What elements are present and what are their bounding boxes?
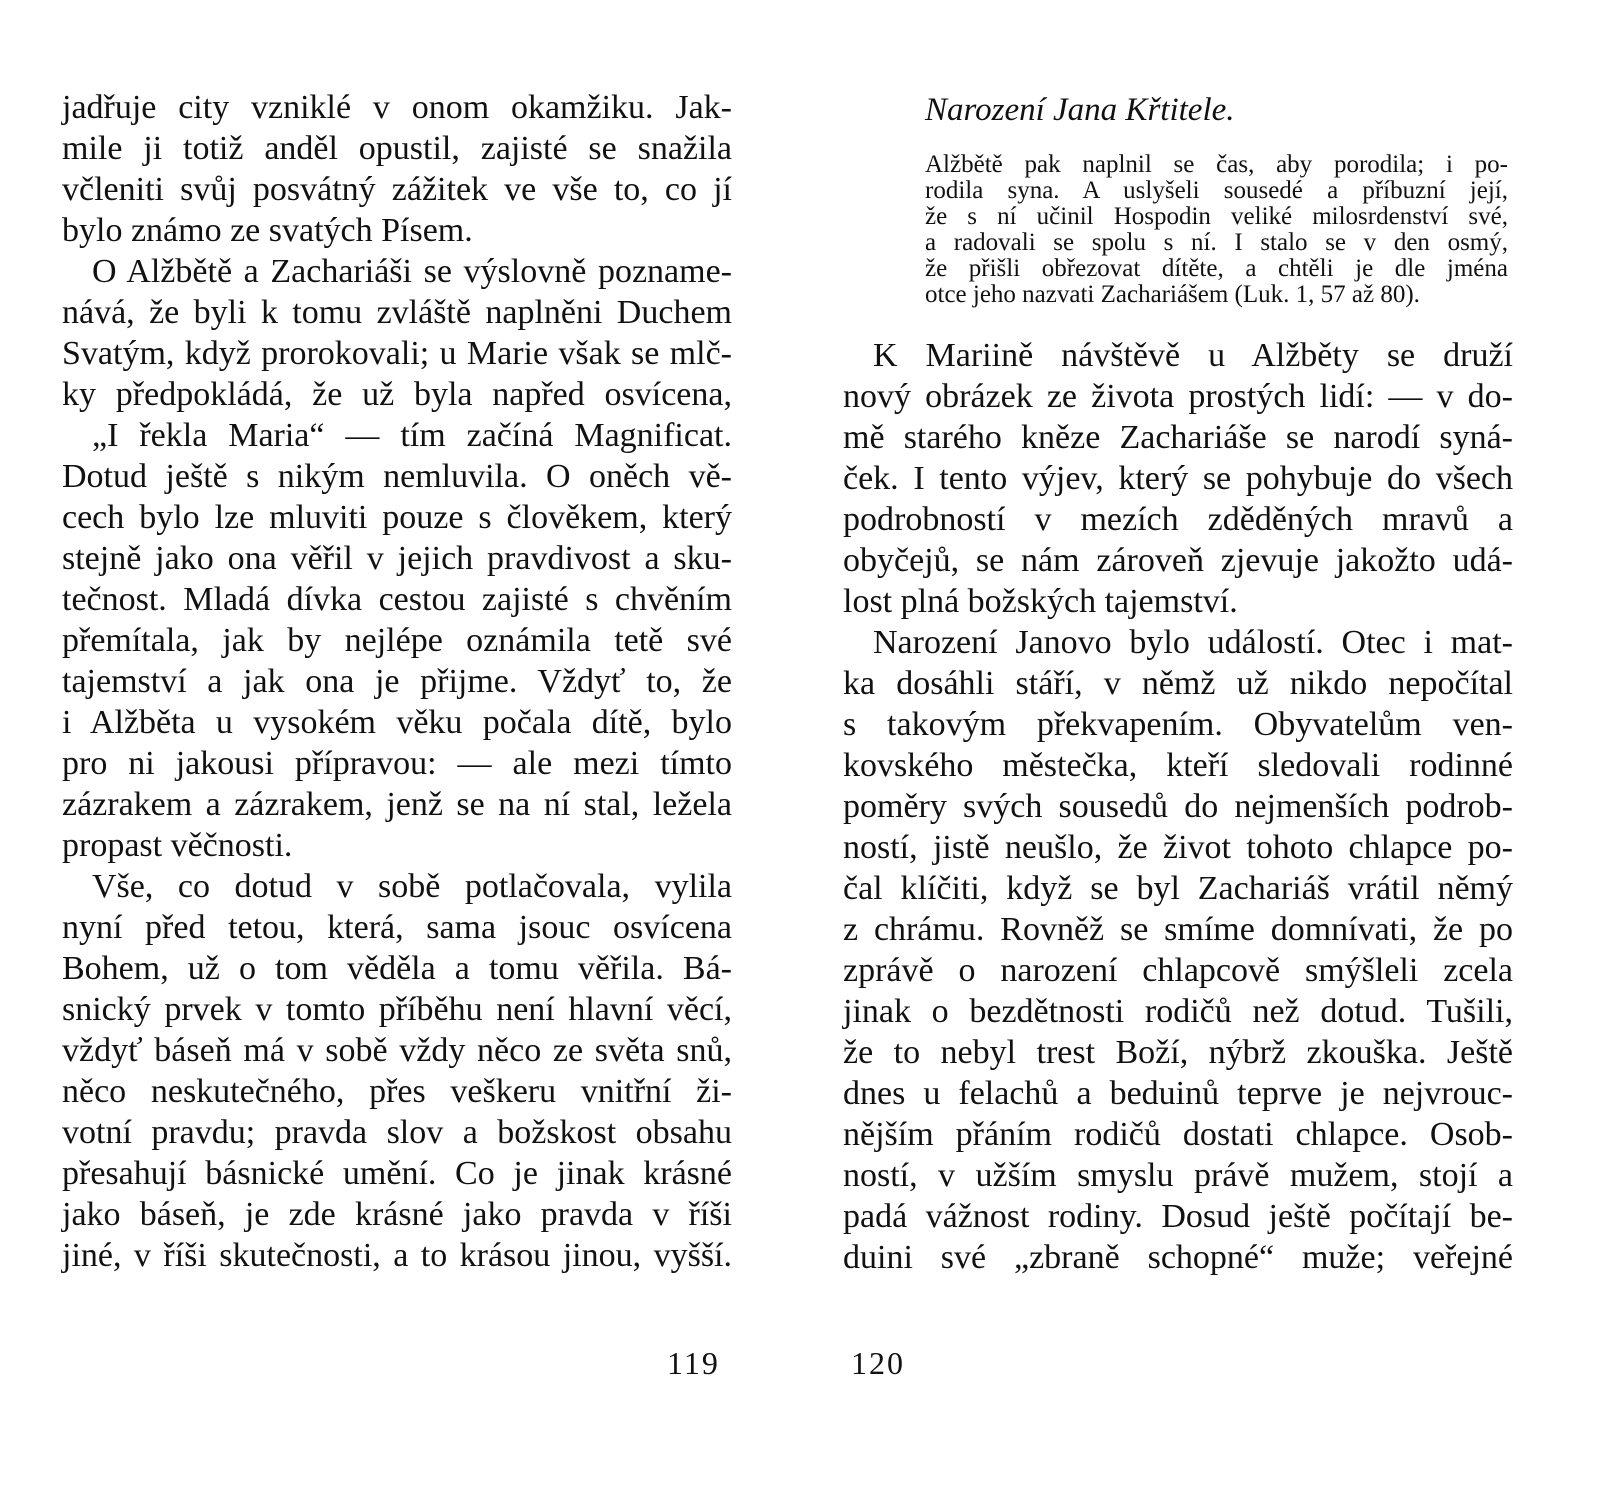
text-line: zprávě o narození chlapcově smýšleli zcela [843,952,1513,989]
text-line: Bohem, už o tom věděla a tomu věřila. Bá- [62,950,732,987]
scripture-quote-line: rodila syna. A uslyšeli sousedé a příbuzní její, [925,177,1508,204]
text-line: tečnost. Mladá dívka cestou zajisté s chvěním [62,581,732,618]
text-line: cech bylo lze mluviti pouze s člověkem, který [62,499,732,536]
text-line: „I řekla Maria“ — tím začíná Magnificat. [92,417,732,454]
page-number-right: 120 [851,1345,905,1381]
text-line: propast věčnosti. [62,827,293,864]
text-line: obyčejů, se nám zároveň zjevuje jakožto udá- [843,542,1513,579]
scripture-quote-line: a radovali se spolu s ní. I stalo se v den osmý, [925,229,1508,256]
text-line: jadřuje city vzniklé v onom okamžiku. Jak- [62,89,732,126]
text-line: lost plná božských tajemství. [843,583,1238,620]
text-line: včleniti svůj posvátný zážitek ve vše to, co jí [62,171,732,208]
text-line: Dotud ještě s nikým nemluvila. O oněch vě- [62,458,732,495]
text-line: něco neskutečného, přes veškeru vnitřní ži- [62,1073,732,1110]
text-line: s takovým překvapením. Obyvatelům ven- [843,706,1513,743]
text-line: ček. I tento výjev, který se pohybuje do všech [843,460,1513,497]
text-line: ka dosáhli stáří, v němž už nikdo nepočítal [843,665,1513,702]
text-line: duini své „zbraně schopné“ muže; veřejné [843,1239,1513,1276]
text-line: snický prvek v tomto příběhu není hlavní věcí, [62,991,732,1028]
text-line: zázrakem a zázrakem, jenž se na ní stal, ležela [62,786,732,823]
text-line: bylo známo ze svatých Písem. [62,212,473,249]
text-line: kovského městečka, kteří sledovali rodinné [843,747,1513,784]
text-line: Svatým, když prorokovali; u Marie však se mlč- [62,335,732,372]
text-line: nějším přáním rodičů dostati chlapce. Osob- [843,1116,1513,1153]
text-line: votní pravdu; pravda slov a božskost obsahu [62,1114,732,1151]
text-line: tajemství a jak ona je přijme. Vždyť to, že [62,663,732,700]
text-line: že to nebyl trest Boží, nýbrž zkouška. Ještě [843,1034,1513,1071]
text-line: přemítala, jak by nejlépe oznámila tetě své [62,622,732,659]
text-line: ností, jistě neušlo, že život tohoto chlapce po- [843,829,1513,866]
scripture-quote-line: Alžbětě pak naplnil se čas, aby porodila; i po- [925,151,1508,178]
text-line: podrobností v mezích zděděných mravů a [843,501,1513,538]
text-line: mě starého kněze Zachariáše se narodí syná- [843,419,1513,456]
scripture-quote-line: že přišli obřezovat dítěte, a chtěli je dle jména [925,255,1508,282]
text-line: vždyť báseň má v sobě vždy něco ze světa snů, [62,1032,732,1069]
text-line: z chrámu. Rovněž se smíme domnívati, že po [843,911,1513,948]
text-line: Vše, co dotud v sobě potlačovala, vylila [92,868,732,905]
text-line: přesahují básnické umění. Co je jinak krásné [62,1155,732,1192]
text-line: ky předpokládá, že už byla napřed osvícena, [62,376,732,413]
scripture-quote-line: že s ní učinil Hospodin veliké milosrdenství své, [925,203,1508,230]
text-line: poměry svých sousedů do nejmenších podrob- [843,788,1513,825]
text-line: nový obrázek ze života prostých lidí: — v do- [843,378,1513,415]
scripture-quote-line: otce jeho nazvati Zachariášem (Luk. 1, 57 až 80). [925,281,1420,308]
text-line: jako báseň, je zde krásné jako pravda v říši [62,1196,732,1233]
text-line: i Alžběta u vysokém věku počala dítě, bylo [62,704,732,741]
text-line: dnes u felachů a beduinů teprve je nejvrouc- [843,1075,1513,1112]
page-number-left: 119 [667,1345,720,1381]
text-line: mile ji totiž anděl opustil, zajisté se snažila [62,130,732,167]
text-line: K Mariině návštěvě u Alžběty se druží [873,337,1513,374]
text-line: jiné, v říši skutečnosti, a to krásou jinou, vyšší. [62,1237,732,1274]
text-line: padá vážnost rodiny. Dosud ještě počítají be- [843,1198,1513,1235]
text-line: jinak o bezdětnosti rodičů než dotud. Tušili, [843,993,1513,1030]
text-line: čal klíčiti, když se byl Zachariáš vrátil němý [843,870,1513,907]
text-line: Narození Janovo bylo událostí. Otec i mat- [873,624,1513,661]
text-line: nává, že byli k tomu zvláště naplněni Duchem [62,294,732,331]
text-line: ností, v užším smyslu právě mužem, stojí a [843,1157,1513,1194]
text-line: O Alžbětě a Zachariáši se výslovně pozname- [92,253,732,290]
chapter-title: Narození Jana Křtitele. [925,92,1235,128]
text-line: nyní před tetou, která, sama jsouc osvícena [62,909,732,946]
text-line: stejně jako ona věřil v jejich pravdivost a sku- [62,540,732,577]
text-line: pro ni jakousi přípravou: — ale mezi tímto [62,745,732,782]
